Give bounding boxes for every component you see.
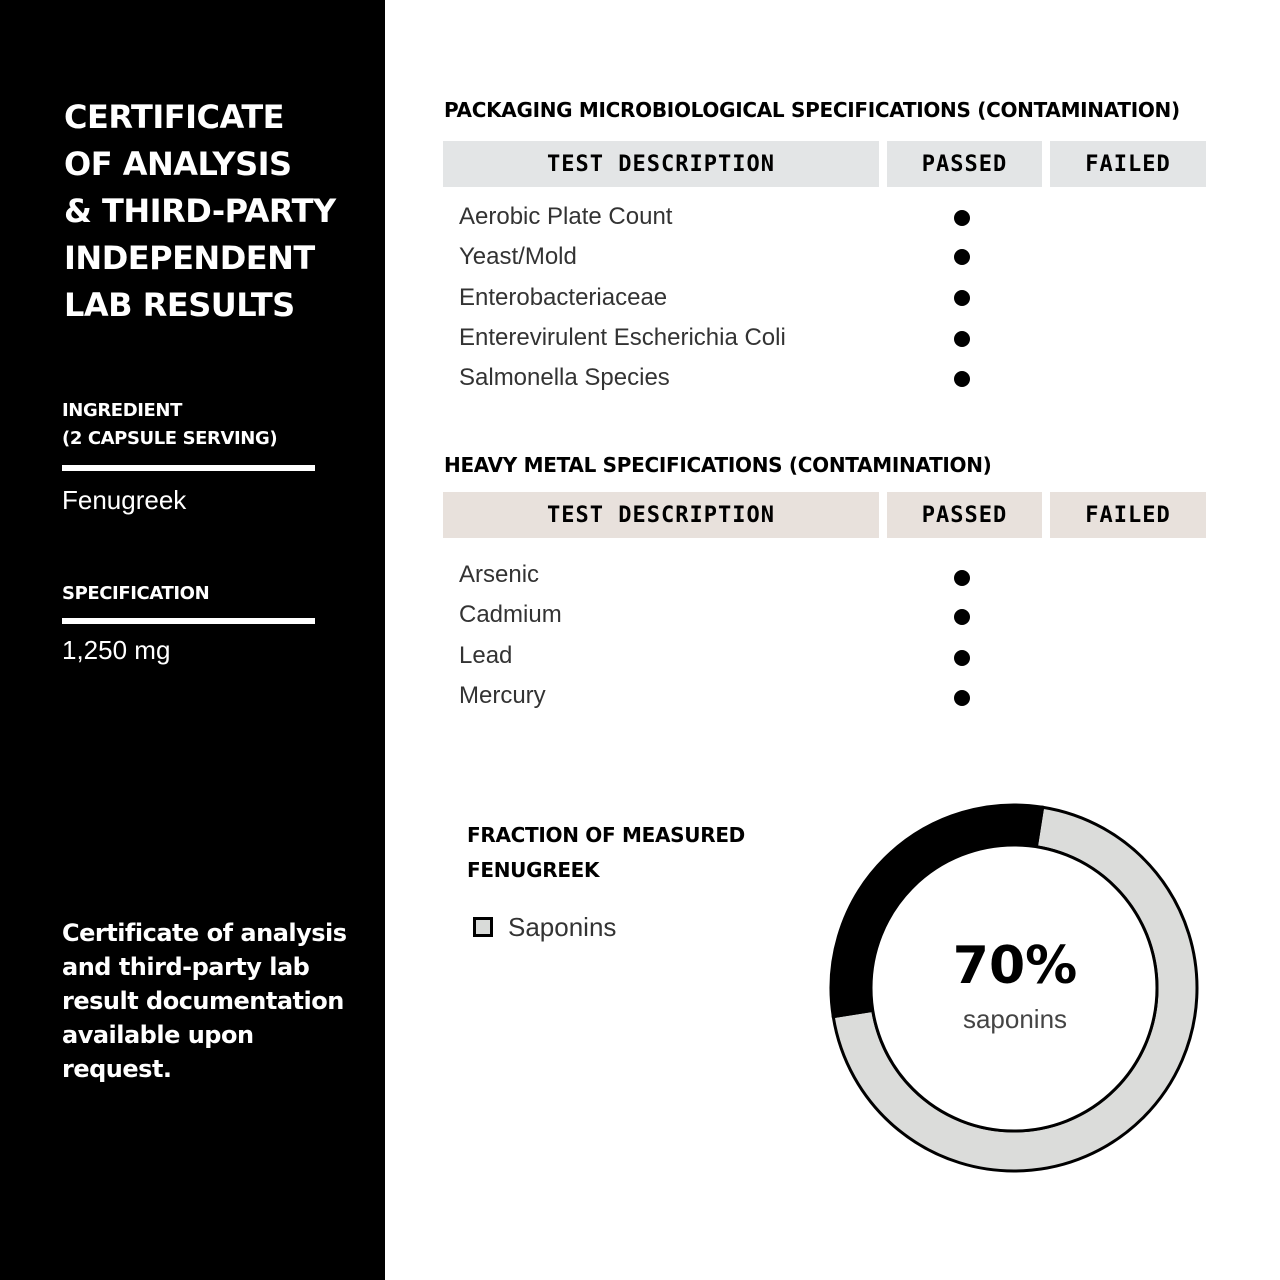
fraction-title-line: FENUGREEK (467, 858, 600, 882)
passed-dot (954, 249, 970, 265)
micro-header-passed: PASSED (887, 141, 1042, 187)
metal-header-failed: FAILED (1050, 492, 1206, 538)
metal-row-label: Lead (459, 642, 513, 669)
note-line: and third-party lab (62, 953, 310, 981)
passed-dot (954, 331, 970, 347)
title-line: OF ANALYSIS (64, 145, 292, 183)
passed-dot (954, 371, 970, 387)
note-line: request. (62, 1055, 172, 1083)
passed-dot (954, 690, 970, 706)
micro-header-test: TEST DESCRIPTION (443, 141, 879, 187)
ingredient-label-line: (2 CAPSULE SERVING) (62, 428, 278, 449)
passed-dot (954, 290, 970, 306)
micro-row-label: Yeast/Mold (459, 243, 577, 270)
title-line: INDEPENDENT (64, 239, 315, 277)
saponins-legend-label: Saponins (508, 912, 617, 942)
passed-dot (954, 609, 970, 625)
title-line: LAB RESULTS (64, 286, 295, 324)
micro-row-label: Enterobacteriaceae (459, 284, 668, 311)
specification-value: 1,250 mg (62, 635, 171, 665)
ingredient-divider (62, 465, 315, 471)
passed-dot (954, 650, 970, 666)
micro-header-failed: FAILED (1050, 141, 1206, 187)
fraction-title (467, 818, 745, 888)
micro-row-label: Aerobic Plate Count (459, 203, 673, 230)
metal-row-label: Arsenic (459, 561, 540, 588)
metal-header-test: TEST DESCRIPTION (443, 492, 879, 538)
saponins-caption: saponins (962, 1004, 1068, 1034)
note-line: available upon (62, 1021, 254, 1049)
title-line: CERTIFICATE (64, 98, 284, 136)
ingredient-label-line: INGREDIENT (62, 400, 182, 421)
micro-row-label: Enterevirulent Escherichia Coli (459, 324, 786, 351)
specification-label: SPECIFICATION (62, 583, 210, 604)
ingredient-label (62, 397, 277, 453)
micro-row-label: Salmonella Species (459, 364, 670, 391)
note-line: result documentation (62, 987, 344, 1015)
fraction-title-line: FRACTION OF MEASURED (467, 823, 745, 847)
passed-dot (954, 210, 970, 226)
metal-row-label: Mercury (459, 682, 546, 709)
specification-divider (62, 618, 315, 624)
ingredient-value: Fenugreek (62, 485, 187, 515)
micro-section-title: PACKAGING MICROBIOLOGICAL SPECIFICATIONS (CONTAMINATION) (444, 98, 1180, 122)
certificate-title (64, 94, 364, 329)
metal-header-passed: PASSED (887, 492, 1042, 538)
passed-dot (954, 570, 970, 586)
metal-section-title: HEAVY METAL SPECIFICATIONS (CONTAMINATION) (444, 453, 992, 477)
metal-row-label: Cadmium (459, 601, 562, 628)
availability-note (62, 916, 362, 1086)
note-line: Certificate of analysis (62, 919, 347, 947)
saponins-legend-swatch (473, 917, 493, 937)
saponins-percent: 70% (952, 936, 1078, 996)
sidebar (0, 0, 385, 1280)
title-line: & THIRD-PARTY (64, 192, 336, 230)
